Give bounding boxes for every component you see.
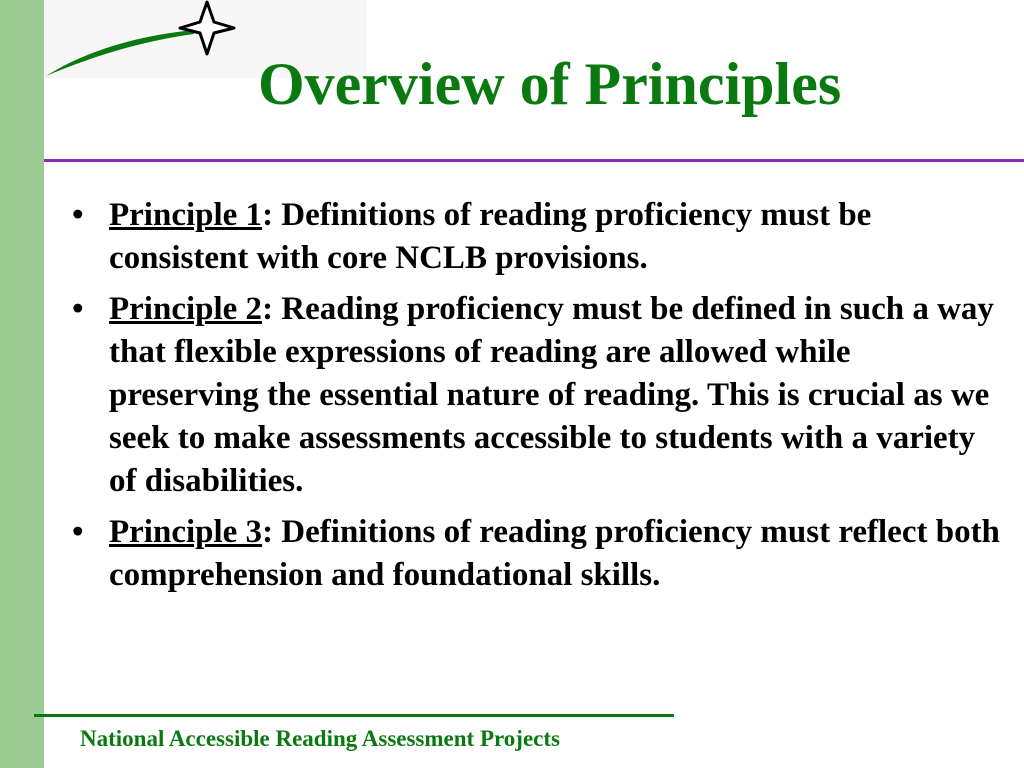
left-accent-bar <box>0 0 44 768</box>
slide-title: Overview of Principles <box>258 51 842 117</box>
footer-divider <box>34 714 674 717</box>
bullet-label: Principle 3 <box>109 514 263 550</box>
bullet-label: Principle 2 <box>109 291 263 327</box>
footer-org-name: National Accessible Reading Assessment Projects <box>80 726 560 751</box>
bullet-principle-3 <box>72 511 1002 597</box>
bullet-marker: • <box>72 514 84 550</box>
bullet-marker: • <box>72 197 84 233</box>
bullet-text: : Definitions of reading proficiency must reflect both comprehension and foundational skills. <box>109 514 1000 593</box>
bullet-principle-1 <box>72 194 1002 280</box>
bullet-text: : Definitions of reading proficiency must be consistent with core NCLB provisions. <box>109 197 872 276</box>
bullet-label: Principle 1 <box>109 197 263 233</box>
bullet-marker: • <box>72 291 84 327</box>
bullet-text: : Reading proficiency must be defined in such a way that flexible expressions of reading are allowed while preserving the essential nature of reading. This is crucial as we seek to make assessments accessible to students with a variety of disabilities. <box>109 291 994 499</box>
title-divider <box>44 159 1024 162</box>
swoosh-star-logo-icon <box>44 0 244 80</box>
bullet-principle-2 <box>72 288 1002 503</box>
bullet-list <box>72 194 1002 605</box>
